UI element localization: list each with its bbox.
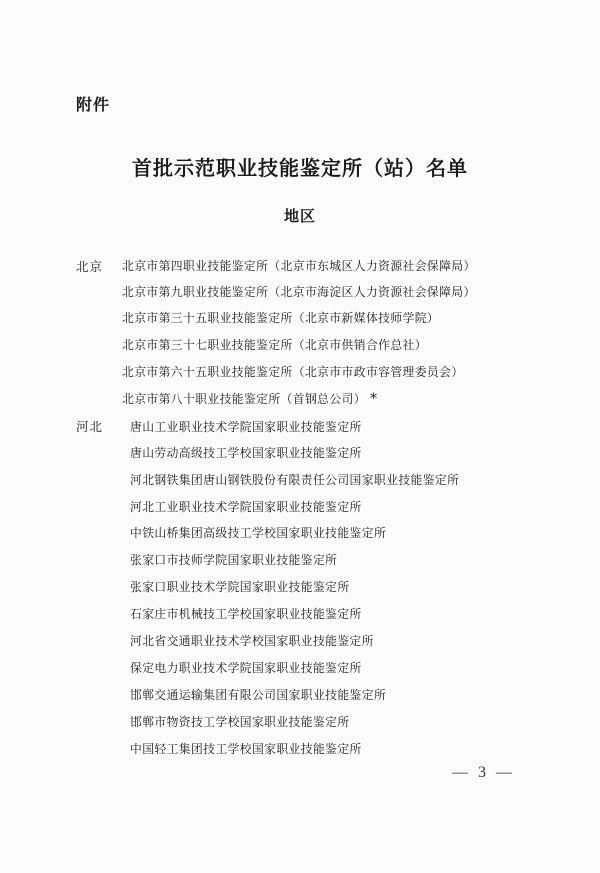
list-item: 邯郸市物资技工学校国家职业技能鉴定所 <box>130 715 350 729</box>
list-item: 北京市第三十七职业技能鉴定所（北京市供销合作总社） <box>122 338 427 352</box>
list-item: 北京市第三十五职业技能鉴定所（北京市新媒体技师学院） <box>122 311 440 325</box>
region-label-hebei: 河北 <box>76 419 104 434</box>
list-item: 中铁山桥集团高级技工学校国家职业技能鉴定所 <box>130 526 387 540</box>
list-item: 河北钢铁集团唐山钢铁股份有限责任公司国家职业技能鉴定所 <box>130 473 460 487</box>
list-item: 北京市第九职业技能鉴定所（北京市海淀区人力资源社会保障局） <box>122 285 476 299</box>
list-item: 邯郸交通运输集团有限公司国家职业技能鉴定所 <box>130 688 387 702</box>
list-item: 保定电力职业技术学院国家职业技能鉴定所 <box>130 661 362 675</box>
list-item: 河北省交通职业技术学校国家职业技能鉴定所 <box>130 634 374 648</box>
attachment-label: 附件 <box>76 95 111 114</box>
list-item: 唐山劳动高级技工学校国家职业技能鉴定所 <box>130 446 362 460</box>
page-number: — 3 — <box>452 764 515 781</box>
page-title: 首批示范职业技能鉴定所（站）名单 <box>132 156 468 180</box>
list-item: 北京市第四职业技能鉴定所（北京市东城区人力资源社会保障局） <box>122 259 476 273</box>
region-label-beijing: 北京 <box>76 259 104 274</box>
list-item-text: 北京市第八十职业技能鉴定所（首钢总公司） <box>122 392 366 406</box>
list-item: 中国轻工集团技工学校国家职业技能鉴定所 <box>130 742 362 756</box>
asterisk-mark: * <box>369 391 378 407</box>
list-item: 河北工业职业技术学院国家职业技能鉴定所 <box>130 500 362 514</box>
section-subtitle: 地区 <box>283 207 316 225</box>
list-item-with-mark <box>122 390 377 407</box>
list-item: 张家口职业技术学院国家职业技能鉴定所 <box>130 580 350 594</box>
list-item: 北京市第六十五职业技能鉴定所（北京市市政市容管理委员会） <box>122 365 464 379</box>
list-item: 唐山工业职业技术学院国家职业技能鉴定所 <box>130 420 362 434</box>
list-item: 张家口市技师学院国家职业技能鉴定所 <box>130 553 338 567</box>
list-item: 石家庄市机械技工学校国家职业技能鉴定所 <box>130 607 362 621</box>
